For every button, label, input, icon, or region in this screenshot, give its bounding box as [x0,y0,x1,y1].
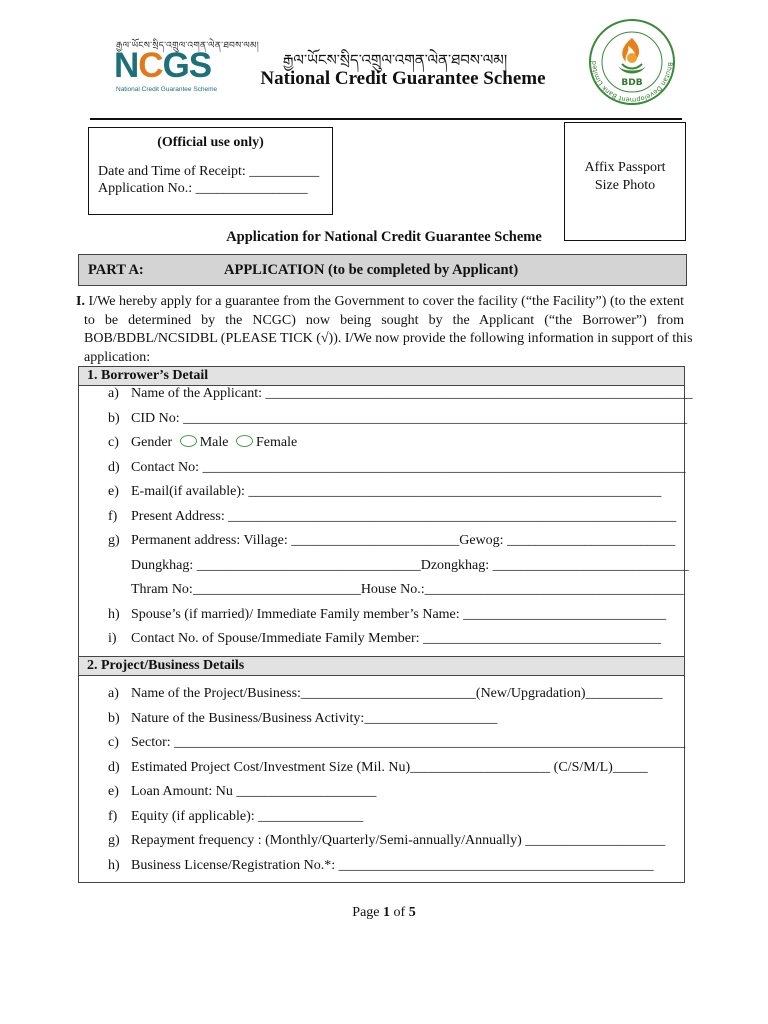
passport-photo-box [564,122,686,241]
gender-female-label: Female [255,435,298,450]
photo-label-line2: Size Photo [594,178,656,193]
gender-male-radio[interactable] [180,435,197,447]
header-tibetan-title: རྒྱལ་ཡོངས་སྲིད་འགྲུལ་འགན་ལེན་ཐབས་ལམ། [282,53,508,69]
bdb-ring-text: Bhutan Development Bank Limited [589,60,675,105]
logo-tibetan-text: རྒྱལ་ཡོངས་སྲིད་འགྲུལ་འགན་ལེན་ཐབས་ལམ། [116,40,259,50]
bdb-label: BDB [621,78,643,88]
intro-line-4: application: [84,349,151,365]
intro-line-3: BOB/BDBL/NCSIDBL (PLEASE TICK (√)). I/We now provide the following information in support of this [84,331,693,346]
bdb-logo [588,18,676,106]
part-a-title: APPLICATION (to be completed by Applicant) [224,262,519,278]
gender-label: Gender [131,435,173,450]
of-word: of [393,905,406,920]
page-word: Page [352,905,380,920]
application-no-field: Application No.: ________________ [98,181,308,196]
section-borrower-header [78,366,685,386]
logo-wordmark: NCGS [114,46,212,85]
intro-paragraph [76,293,693,367]
intro-line-2: to be determined by the NCGC) now being sought by the Applicant (“the Borrower”) from [84,312,684,328]
gender-male-label: Male [199,435,229,450]
page-current: 1 [383,905,391,920]
page-title: National Credit Guarantee Scheme [260,68,546,89]
section-project-title: 2. Project/Business Details [87,658,245,673]
section-project-header [78,656,685,676]
ncgs-logo [112,36,259,96]
intro-line-1: I/We hereby apply for a guarantee from the Government to cover the facility (“the Facility”) (to the extent [88,294,685,309]
header-divider [90,118,682,120]
part-a-header [78,254,687,286]
official-use-heading: (Official use only) [157,135,264,150]
part-a-label: PART A: [88,262,144,278]
gender-female-radio[interactable] [236,435,253,447]
official-use-box [88,127,333,215]
logo-subtitle: National Credit Guarantee Scheme [116,86,218,93]
page-footer [0,905,768,921]
application-title: Application for National Credit Guarantee Scheme [226,229,542,245]
photo-label-line1: Affix Passport [584,160,666,175]
receipt-date-field: Date and Time of Receipt: __________ [98,164,320,179]
intro-numeral: I. [76,294,85,309]
page-total: 5 [408,905,416,920]
section-borrower-title: 1. Borrower’s Detail [87,368,209,383]
